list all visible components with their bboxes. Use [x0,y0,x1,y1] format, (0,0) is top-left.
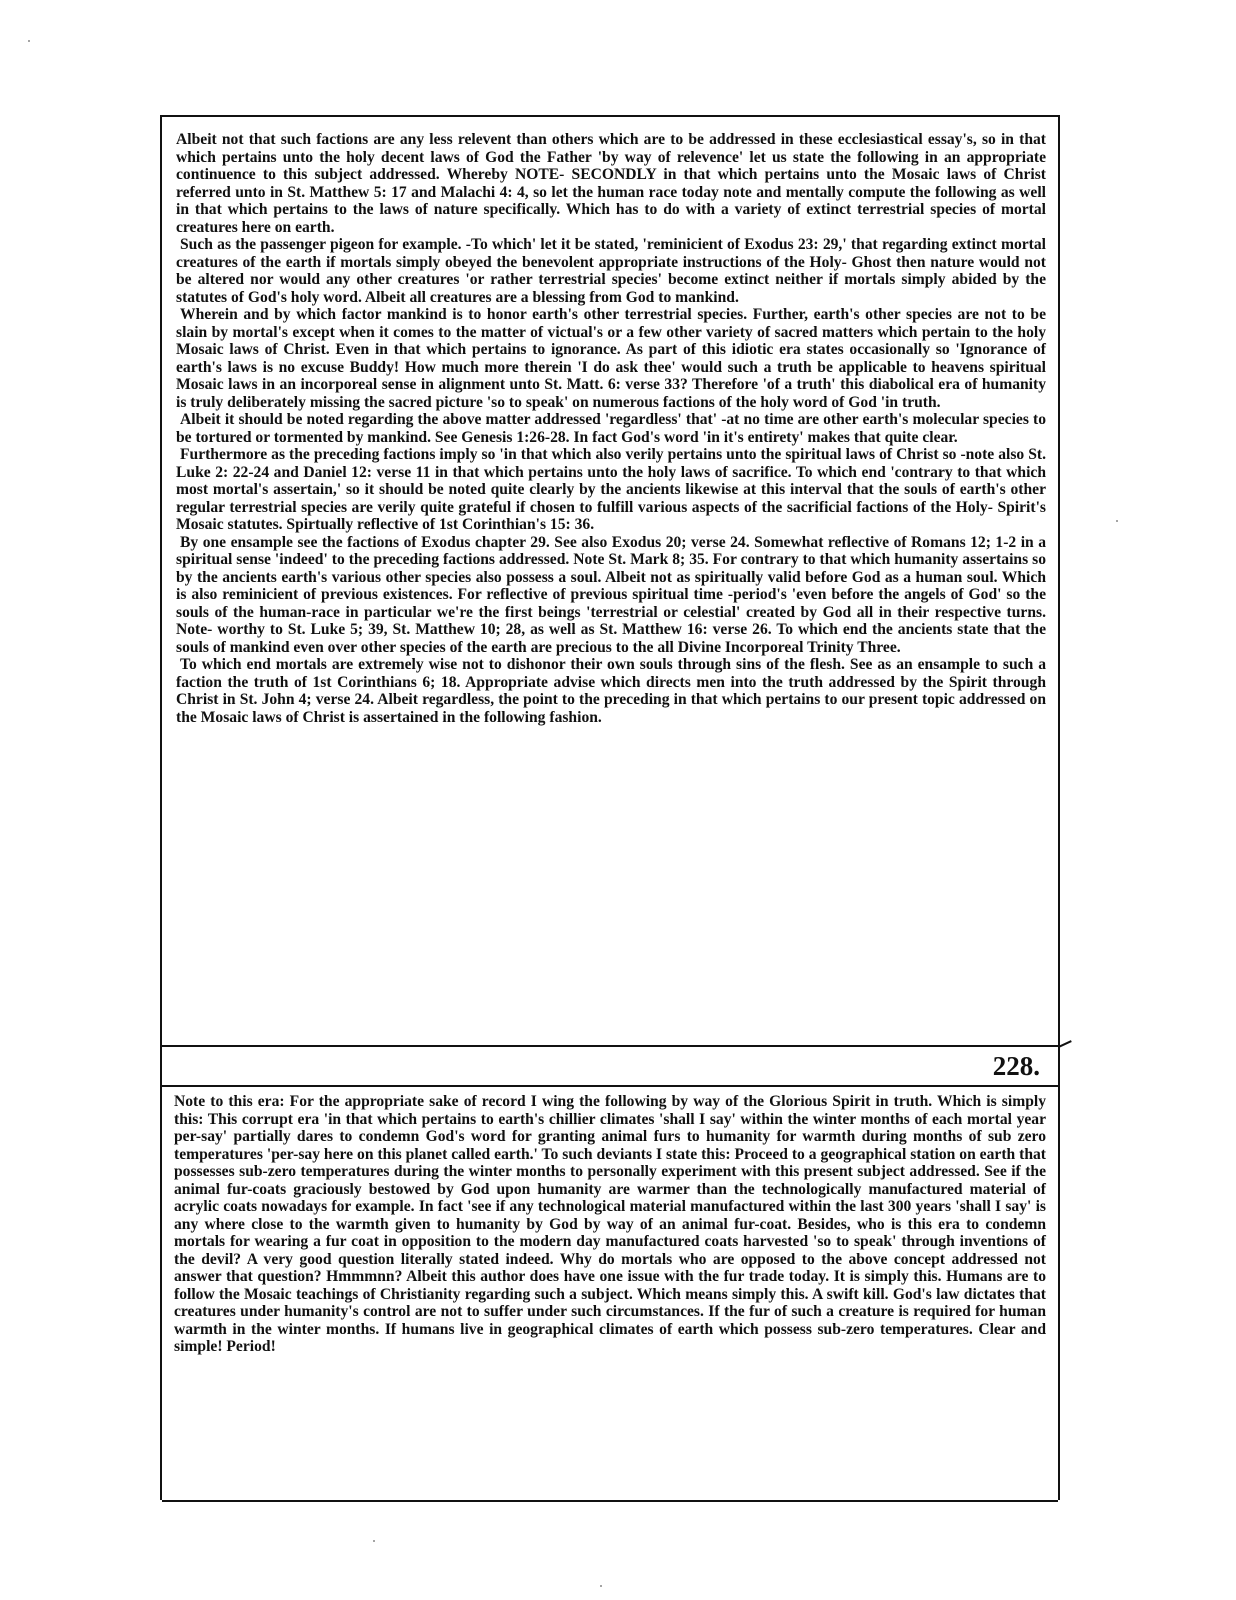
main-text-box [162,117,1058,1047]
pen-mark [1058,1040,1072,1048]
paragraph: By one ensample see the factions of Exodus chapter 29. See also Exodus 20; verse 24. Somewhat reflective of Romans 12; 1-2 in a spiritual sense 'indeed' to the preceding factions addressed. Note St. Mark 8; 35. For contrary to that which humanity assertains so by the ancients earth's various other species also possess a soul. Albeit not as spiritually valid before God as a human soul. Which is also reminicient of previous existences. For reflective of previous spiritual time -period's 'even before the angels of God' so the souls of the human-race in particular we're the first beings 'terrestrial or celestial' created by God all in their respective turns. Note- worthy to St. Luke 5; 39, St. Matthew 10; 28, as well as St. Matthew 16: verse 26. To which end the ancients state that the souls of mankind even over other species of the earth are precious to the all Divine Incorporeal Trinity Three. [176,533,1046,656]
paragraph: To which end mortals are extremely wise not to dishonor their own souls through sins of the flesh. See as an ensample to such a faction the truth of 1st Corinthians 6; 18. Appropriate advise which directs men into the truth addressed by the Spirit through Christ in St. John 4; verse 24. Albeit regardless, the point to the preceding in that which pertains to our present topic addressed on the Mosaic laws of Christ is assertained in the following fashion. [176,656,1046,726]
scan-speck [1116,520,1118,522]
paragraph: Furthermore as the preceding factions imply so 'in that which also verily pertains unto the spiritual laws of Christ so -note also St. Luke 2: 22-24 and Daniel 12: verse 11 in that which pertains unto the holy laws of sacrifice. To which end 'contrary to that which most mortal's assertain,' so it should be noted quite clearly by the ancients likewise at this interval that the souls of earth's other regular terrestrial species are verily quite grateful if chosen to fulfill various aspects of the sacrificial factions of the Holy- Spirit's Mosaic statutes. Spirtually reflective of 1st Corinthian's 15: 36. [176,446,1046,533]
paragraph: Wherein and by which factor mankind is to honor earth's other terrestrial species. Further, earth's other species are not to be slain by mortal's except when it comes to the matter of victual's or a few other variety of sacred matters which pertain to the holy Mosaic laws of Christ. Even in that which pertains to ignorance. As part of this idiotic era states occasionally so 'Ignorance of earth's laws is no excuse Buddy! How much more therein 'I do ask thee' would such a truth be applicable to heavens spiritual Mosaic laws in an incorporeal sense in alignment unto St. Matt. 6: verse 33? Therefore 'of a truth' this diabolical era of humanity is truly deliberately missing the sacred picture 'so to speak' on numerous factions of the holy word of God 'in truth. [176,306,1046,411]
paragraph: Such as the passenger pigeon for example. -To which' let it be stated, 'reminicient of Exodus 23: 29,' that regarding extinct mortal creatures of the earth if mortals simply obeyed the benevolent appropriate instructions of the Holy- Ghost then nature would not be altered nor would any other creatures 'or rather terrestrial species' become extinct neither if mortals simply abided by the statutes of God's holy word. Albeit all creatures are a blessing from God to mankind. [176,236,1046,306]
scan-speck [600,1585,602,1587]
scan-speck [28,40,30,42]
page-number-row [162,1047,1058,1087]
paragraph: Albeit not that such factions are any less relevent than others which are to be addressed in these ecclesiastical essay's, so in that which pertains unto the holy decent laws of God the Father 'by way of relevence' let us state the following in an appropriate continuence to this subject addressed. Whereby NOTE- SECONDLY in that which pertains unto the Mosaic laws of Christ referred unto in St. Matthew 5: 17 and Malachi 4: 4, so let the human race today note and mentally compute the following as well in that which pertains to the laws of nature specifically. Which has to do with a variety of extinct terrestrial species of mortal creatures here on earth. [176,131,1046,236]
page-number: 228. [992,1051,1040,1081]
page-frame [160,115,1060,1500]
note-box [162,1087,1058,1502]
scan-speck [373,1540,375,1542]
note-paragraph: Note to this era: For the appropriate sake of record I wing the following by way of the Glorious Spirit in truth. Which is simply this: This corrupt era 'in that which pertains to earth's chillier climates 'shall I say' within the winter months of each mortal year per-say' partially dares to condemn God's word for granting animal furs to humanity for warmth during months of sub zero temperatures 'per-say here on this planet called earth.' To such deviants I state this: Proceed to a geographical station on earth that possesses sub-zero temperatures during the winter months to personally experiment with this present subject addressed. See if the animal fur-coats graciously bestowed by God upon humanity are warmer than the technologically manufactured material of acrylic coats nowadays for example. In fact 'see if any technological material manufactured within the last 300 years 'shall I say' is any where close to the warmth given to humanity by God by way of an animal fur-coat. Besides, who is this era to condemn mortals for wearing a fur coat in opposition to the modern day manufactured coats harvested 'so to speak' through inventions of the devil? A very good question literally stated indeed. Why do mortals who are opposed to the above concept addressed not answer that question? Hmmmnn? Albeit this author does have one issue with the fur trade today. It is simply this. Humans are to follow the Mosaic teachings of Christianity regarding such a subject. Which means simply this. A swift kill. God's law dictates that creatures under humanity's control are not to suffer under such circumstances. If the fur of such a creature is required for human warmth in the winter months. If humans live in geographical climates of earth which possess sub-zero temperatures. Clear and simple! Period! [174,1093,1046,1355]
paragraph: Albeit it should be noted regarding the above matter addressed 'regardless' that' -at no time are other earth's molecular species to be tortured or tormented by mankind. See Genesis 1:26-28. In fact God's word 'in it's entirety' makes that quite clear. [176,411,1046,446]
